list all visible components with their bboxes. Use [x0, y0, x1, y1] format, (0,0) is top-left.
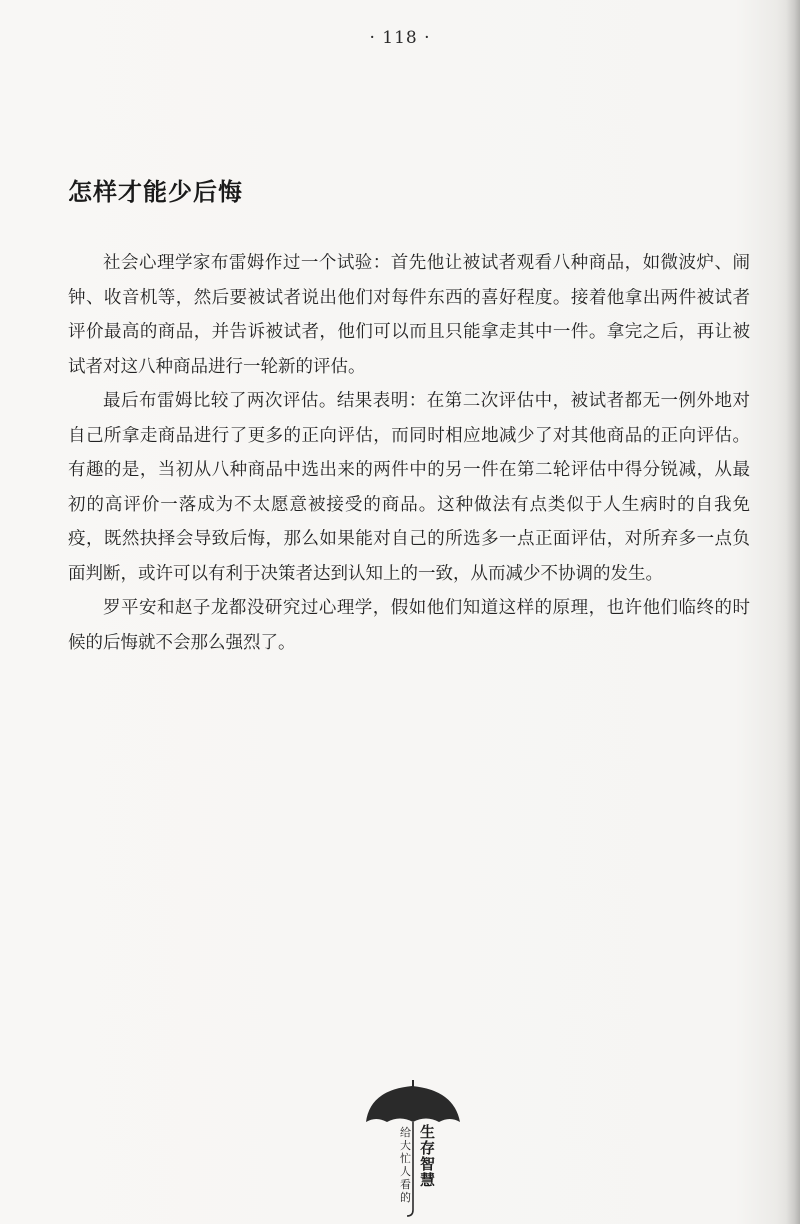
series-logo: [360, 1078, 470, 1218]
logo-main-text: 生存智慧: [420, 1123, 436, 1189]
spine-shadow: [786, 0, 800, 1224]
umbrella-icon: [360, 1078, 470, 1218]
body-text: [68, 246, 750, 660]
paragraph: 社会心理学家布雷姆作过一个试验：首先他让被试者观看八种商品，如微波炉、闹钟、收音机等，然后要被试者说出他们对每件东西的喜好程度。接着他拿出两件被试者评价最高的商品，并告诉被试者，他们可以而且只能拿走其中一件。拿完之后，再让被试者对这八种商品进行一轮新的评估。: [68, 253, 750, 377]
page-number: · 118 ·: [369, 28, 431, 48]
paragraph: 最后布雷姆比较了两次评估。结果表明：在第二次评估中，被试者都无一例外地对自己所拿走商品进行了更多的正向评估，而同时相应地减少了对其他商品的正向评估。有趣的是，当初从八种商品中选出来的两件中的另一件在第二轮评估中得分锐减，从最初的高评价一落成为不太愿意被接受的商品。这种做法有点类似于人生病时的自我免疫，既然抉择会导致后悔，那么如果能对自己的所选多一点正面评估，对所弃多一点负面判断，或许可以有利于决策者达到认知上的一致，从而减少不协调的发生。: [68, 391, 750, 584]
logo-sub-text: 给大忙人看的: [400, 1126, 411, 1204]
paragraph: 罗平安和赵子龙都没研究过心理学，假如他们知道这样的原理，也许他们临终的时候的后悔就不会那么强烈了。: [68, 598, 750, 653]
section-title: 怎样才能少后悔: [68, 178, 243, 206]
